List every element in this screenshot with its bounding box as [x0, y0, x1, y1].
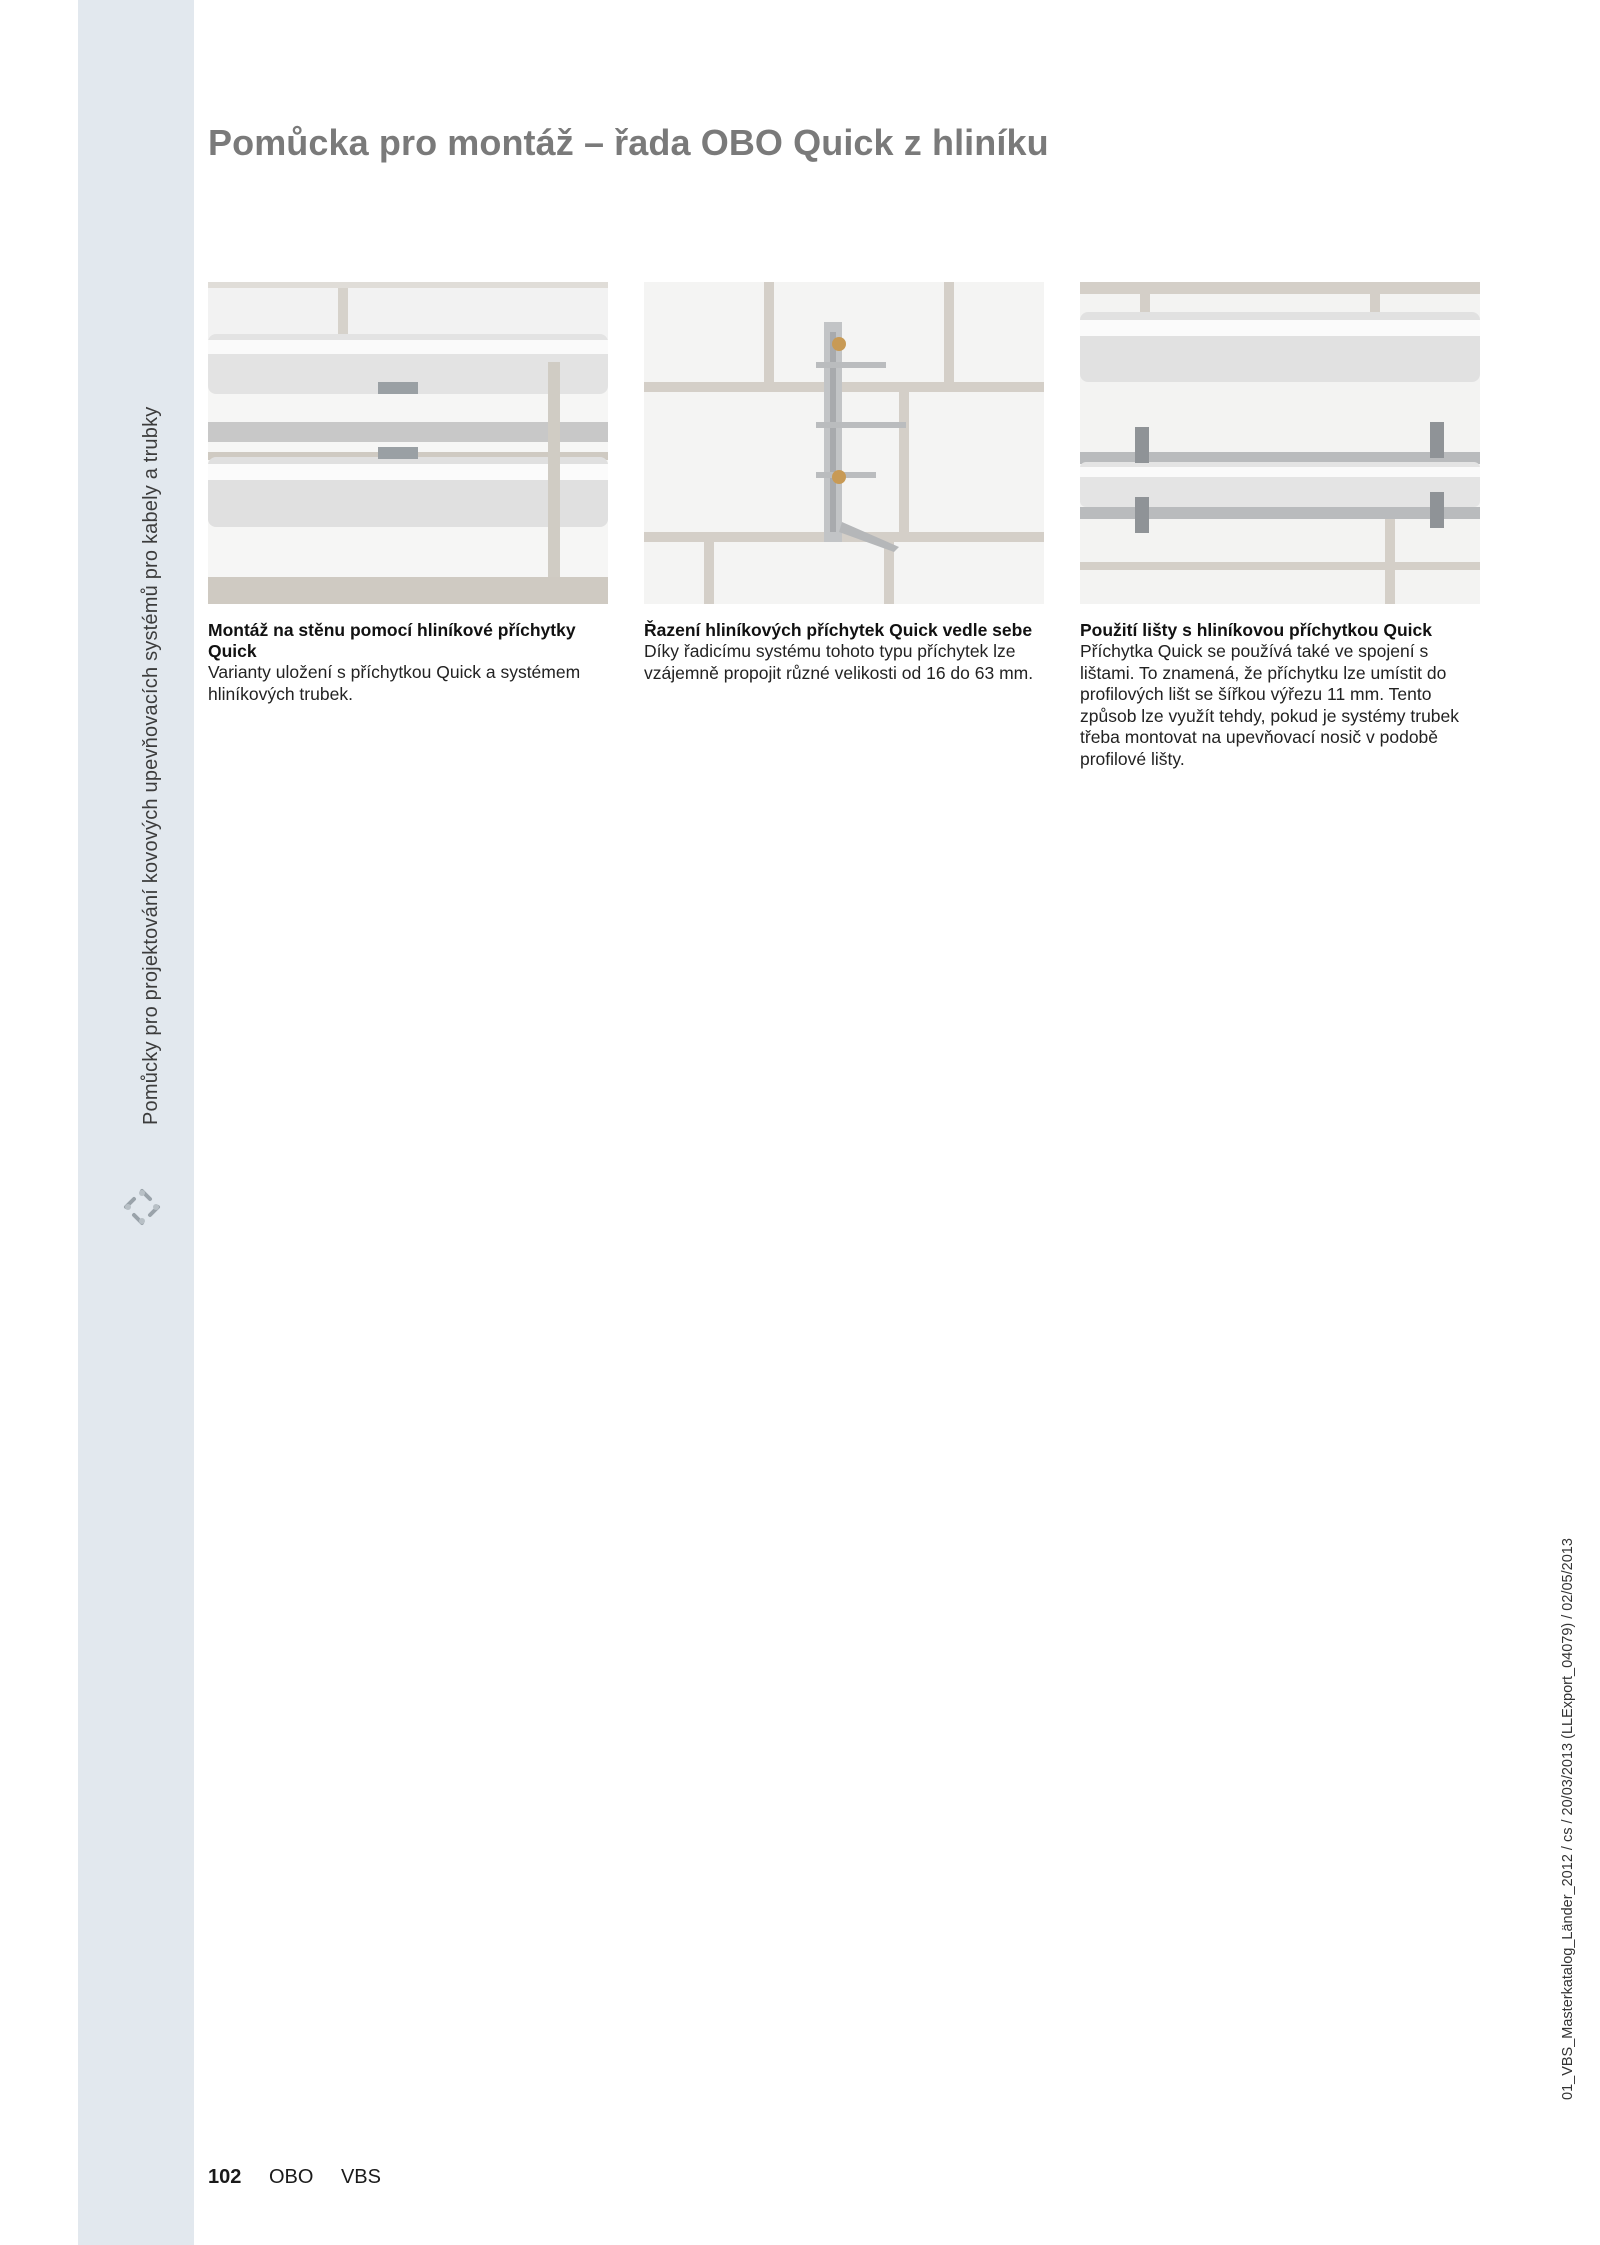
card-heading: Montáž na stěnu pomocí hliníkové příchytky Quick: [208, 620, 576, 661]
card-text: Varianty uložení s příchytkou Quick a systémem hliníkových trubek.: [208, 662, 581, 704]
card-text: Díky řadicímu systému tohoto typu příchytek lze vzájemně propojit různé velikosti od 16 do 63 mm.: [644, 641, 1034, 683]
catalog-meta: 01_VBS_Masterkatalog_Länder_2012 / cs / 20/03/2013 (LLExport_04079) / 02/05/2013: [1560, 1538, 1576, 2100]
footer-section: VBS: [340, 2166, 381, 2188]
card-rail-usage: [1080, 282, 1480, 770]
page-title: Pomůcka pro montáž – řada OBO Quick z hliníku: [208, 122, 1049, 163]
side-caption: Pomůcky pro projektování kovových upevňovacích systémů pro kabely a trubky: [140, 406, 162, 1125]
quick-clip-logo-icon: [120, 1185, 164, 1229]
card-text: Příchytka Quick se používá také ve spojení s lištami. To znamená, že příchytku lze umístit do profilových lišt se šířkou výřezu 11 mm. Tento způsob lze využít tehdy, pokud je systémy trubek třeba montovat na upevňovací nosič v podobě profilové lišty.: [1080, 641, 1460, 769]
photo-clips-side-by-side: [644, 282, 1044, 604]
card-wall-mounting: [208, 282, 608, 705]
card-heading: Řazení hliníkových příchytek Quick vedle sebe: [644, 620, 1033, 640]
card-clip-row: [644, 282, 1044, 684]
page-footer: [208, 2166, 403, 2189]
footer-brand: OBO: [268, 2166, 314, 2188]
photo-wall-mounted-pipes: [208, 282, 608, 604]
page-number: 102: [208, 2166, 242, 2188]
photo-rail-with-clips: [1080, 282, 1480, 604]
side-band: [78, 0, 194, 2245]
card-heading: Použití lišty s hliníkovou příchytkou Quick: [1080, 620, 1432, 640]
